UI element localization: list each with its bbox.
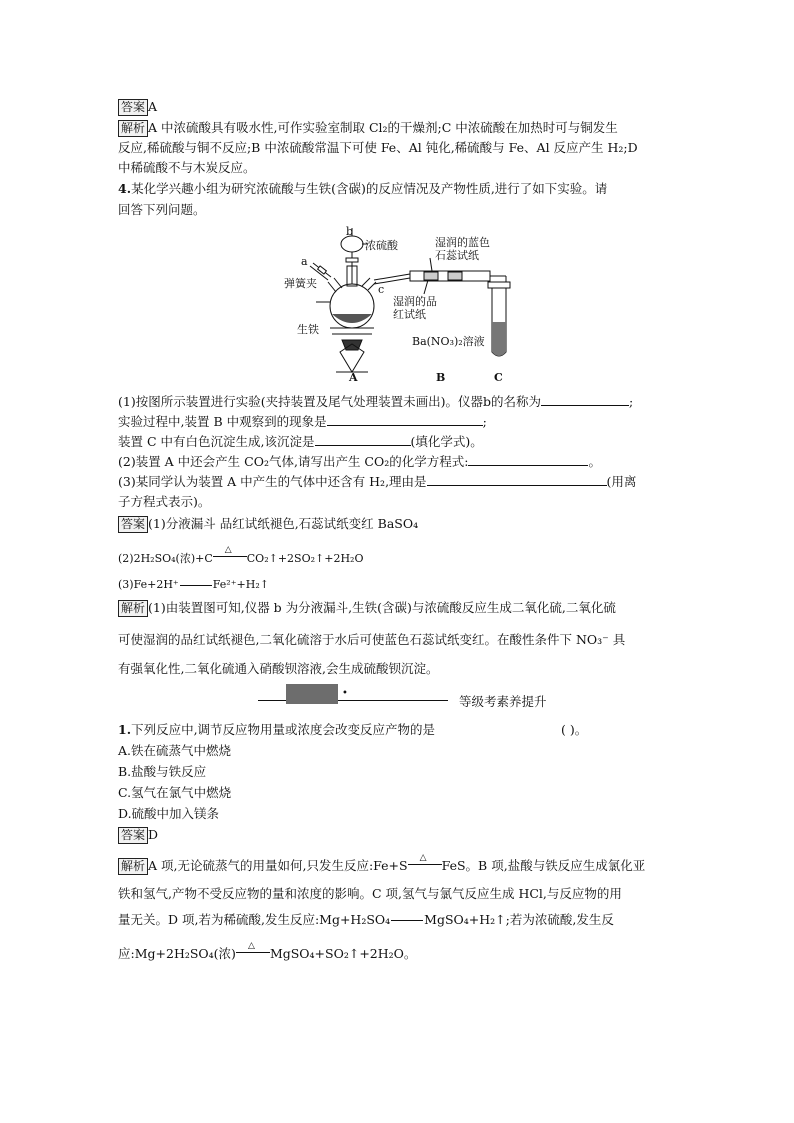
analysis-1-line-1 [118,118,618,138]
heat-equals-sign [236,941,270,958]
answer-blank[interactable] [541,393,629,406]
equals-sign [180,585,212,586]
mc-question-1 [118,720,435,740]
analysis-mc1-line-2: 铁和氢气,产物不受反应物的量和浓度的影响。C 项,氢气与氯气反应生成 HCl,与反应物的用 [118,886,622,901]
option-d: D.硫酸中加入镁条 [118,806,220,821]
answer-blank[interactable] [315,433,411,446]
equals-sign [391,920,423,921]
label-c: c [378,283,385,296]
q4-part-3a-tail: (用离 [606,474,637,489]
option-c: C.氢气在氯气中燃烧 [118,785,232,800]
analysis-4-line-2: 可使湿润的品红试纸褪色,二氧化硫溶于水后可使蓝色石蕊试纸变红。在酸性条件下 NO₃⁻ 具 [118,632,626,647]
q4-part-1b-text: 实验过程中,装置 B 中观察到的现象是 [118,414,327,429]
q4-part-1c [118,432,483,452]
equation-right: CO₂↑+2SO₂↑+2H₂O [246,552,364,565]
separatory-funnel [341,236,363,252]
answer-tag: 答案 [118,827,148,844]
heat-equals-sign [408,853,442,870]
analysis-tag: 解析 [118,600,148,617]
q4-part-2-text: (2)装置 A 中还会产生 CO₂气体,请写出产生 CO₂的化学方程式: [118,454,469,469]
label-a: a [301,255,308,268]
heat-symbol: △ [419,853,427,863]
answer-blank[interactable] [468,453,588,466]
answer-4-line-3 [118,575,269,595]
heat-equals-sign [213,545,247,562]
question-4-line-2: 回答下列问题。 [118,202,206,217]
option-a: A.铁在硫蒸气中燃烧 [118,743,232,758]
answer-blank[interactable] [327,413,483,426]
label-b: b [346,225,354,238]
analysis-tag: 解析 [118,120,148,137]
section-title: 等级考素养提升 [459,694,547,709]
analysis-4-line-3: 有强氧化性,二氧化硫通入硝酸钡溶液,会生成硫酸钡沉淀。 [118,661,439,676]
section-marker [286,684,338,704]
answer-blank[interactable] [427,473,607,486]
analysis-text: MgSO₄+H₂↑;若为浓硫酸,发生反 [424,912,614,927]
question-4-line-1 [118,179,607,199]
label-pin-2: 红试纸 [393,308,426,321]
label-A: A [349,371,358,384]
label-clamp: 弹簧夹 [284,277,317,290]
answer-value: D [148,827,159,842]
analysis-text: MgSO₄+SO₂↑+2H₂O。 [269,946,417,961]
analysis-tag: 解析 [118,858,148,875]
question-number: 4. [118,181,132,196]
analysis-text: 应:Mg+2H₂SO₄(浓) [118,946,236,961]
q4-part-3a-text: (3)某同学认为装置 A 中产生的气体中还含有 H₂,理由是 [118,474,427,489]
answer-value: A [148,99,158,114]
q4-part-1a: (1)按图所示装置进行实验(夹持装置及尾气处理装置未画出)。仪器b的名称为 ; [118,394,634,409]
analysis-mc1-line-4 [118,941,417,964]
question-stem: 下列反应中,调节反应物用量或浓度会改变反应产物的是 [131,722,436,737]
q4-part-1b: 实验过程中,装置 B 中观察到的现象是 ; [118,414,487,429]
label-iron: 生铁 [297,323,319,336]
analysis-text: A 项,无论硫蒸气的用量如何,只发生反应:Fe+S [148,858,408,873]
analysis-1-line-3: 中稀硫酸不与木炭反应。 [118,160,256,175]
analysis-text: (1)由装置图可知,仪器 b 为分液漏斗,生铁(含碳)与浓硫酸反应生成二氧化硫,二氧化硫 [148,600,616,615]
answer-paren: ( )。 [561,722,588,737]
analysis-1-line-2: 反应,稀硫酸与铜不反应;B 中浓硫酸常温下可使 Fe、Al 钝化,稀硫酸与 Fe、Al 反应产生 H₂;D [118,140,638,155]
label-acid: 浓硫酸 [365,239,398,252]
q4-part-1c-tail: (填化学式)。 [410,434,483,449]
equation-right: Fe²⁺+H₂↑ [212,578,269,591]
label-litmus-1: 湿润的蓝色 [435,236,490,249]
answer-tag: 答案 [118,516,148,533]
q4-part-1c-text: 装置 C 中有白色沉淀生成,该沉淀是 [118,434,315,449]
question-number: 1. [118,722,132,737]
answer-4-line-1 [118,514,418,534]
label-barium: Ba(NO₃)₂溶液 [412,335,485,348]
analysis-text: A 中浓硫酸具有吸水性,可作实验室制取 Cl₂的干燥剂;C 中浓硫酸在加热时可与铜发生 [148,120,618,135]
analysis-4-line-1 [118,598,616,618]
answer-tag: 答案 [118,99,148,116]
answer-text: (1)分液漏斗 品红试纸褪色,石蕊试纸变红 BaSO₄ [148,516,419,531]
label-litmus-2: 石蕊试纸 [435,249,479,262]
answer-1-line [118,97,157,117]
equation-left: (3)Fe+2H⁺ [118,578,179,591]
question-text: 某化学兴趣小组为研究浓硫酸与生铁(含碳)的反应情况及产物性质,进行了如下实验。请 [131,181,608,196]
q4-part-2: (2)装置 A 中还会产生 CO₂气体,请写出产生 CO₂的化学方程式: 。 [118,454,601,469]
label-C: C [494,371,503,384]
label-pin-1: 湿润的品 [393,295,437,308]
q4-part-1a-text: (1)按图所示装置进行实验(夹持装置及尾气处理装置未画出)。仪器b的名称为 [118,394,541,409]
analysis-text: FeS。B 项,盐酸与铁反应生成氯化亚 [441,858,646,873]
q4-part-3a [118,472,636,492]
equation-left: (2)2H₂SO₄(浓)+C [118,552,213,565]
analysis-text: 量无关。D 项,若为稀硫酸,发生反应:Mg+H₂SO₄ [118,912,391,927]
heat-symbol: △ [247,941,255,951]
analysis-mc1-line-3 [118,910,614,930]
answer-mc1-line [118,825,158,845]
heat-symbol: △ [224,545,232,555]
q4-part-3b: 子方程式表示)。 [118,494,211,509]
section-dot: • [342,688,348,699]
answer-4-line-2 [118,545,364,569]
option-b: B.盐酸与铁反应 [118,764,207,779]
analysis-mc1-line-1 [118,853,646,876]
label-B: B [436,371,446,384]
